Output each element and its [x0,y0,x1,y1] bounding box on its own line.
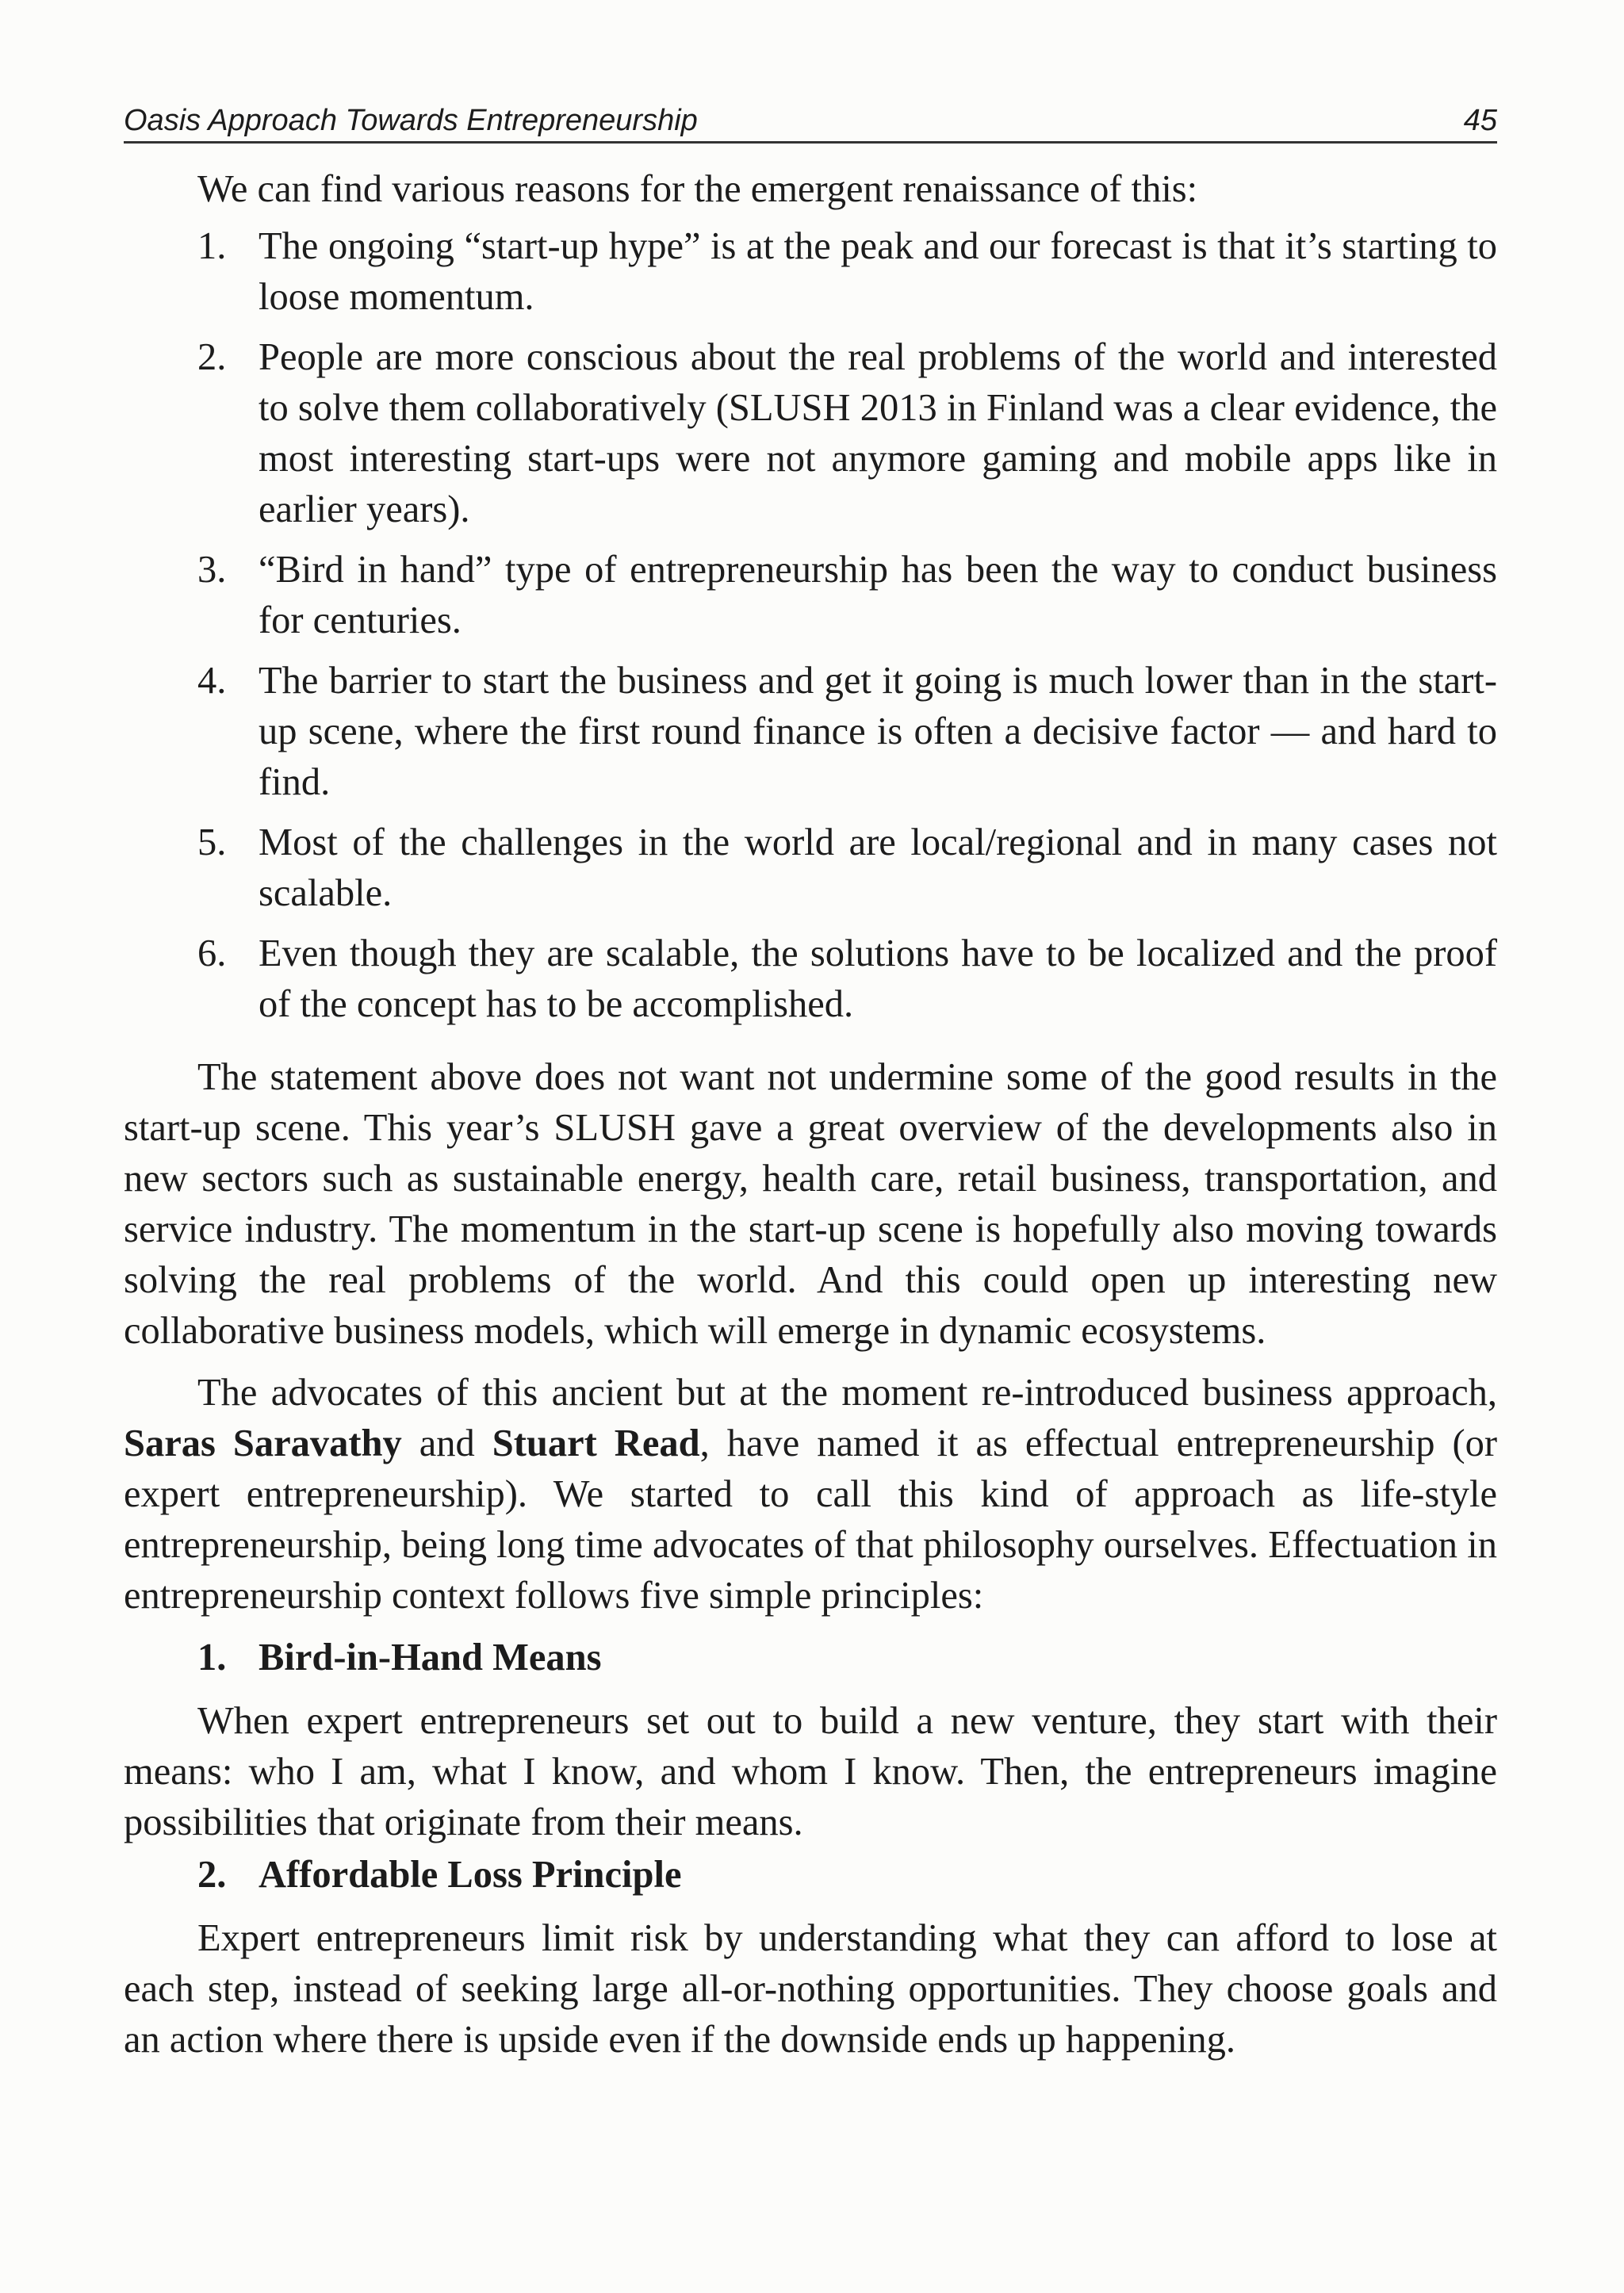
paragraph-effectuation [124,1368,1497,1621]
list-item-number: 1. [197,225,227,267]
list-item-number: 4. [197,660,227,702]
principle-heading [124,1850,1497,1901]
principle-body: When expert entrepreneurs set out to build a new venture, they start with their means: who I am, what I know, and whom I know. Then, the entrepreneurs imagine possibilities that originate from their means. [124,1700,1497,1843]
running-header [124,103,1497,144]
main-paragraphs [124,1052,1497,1621]
paragraph-startup-scene: The statement above does not want not undermine some of the good results in the start-up scene. This year’s SLUSH gave a great overview of the developments also in new sectors such as sustainable energy, health care, retail business, transportation, and service industry. The momentum in the start-up scene is hopefully also moving towards solving the real problems of the world. And this could open up interesting new collaborative business models, which will emerge in dynamic ecosystems. [124,1056,1497,1352]
paragraph-effectuation-after: , have named it as effectual entrepreneurship (or expert entrepreneurship). We started to call this kind of approach as life-style entrepreneurship, being long time advocates of that philosophy ourselves. Effectuation in entrepreneurship context follows five simple principles: [124,1422,1498,1617]
list-item [124,221,1497,323]
running-header-title: Oasis Approach Towards Entrepreneurship [124,104,698,137]
list-item-number: 2. [197,336,227,378]
body-text [124,164,1497,2065]
list-item-text: Even though they are scalable, the solutions have to be localized and the proof of the concept has to be accomplished. [259,932,1497,1025]
list-item-number: 5. [197,821,227,863]
principle-title: Bird-in-Hand Means [259,1636,602,1679]
list-item-text: Most of the challenges in the world are local/regional and in many cases not scalable. [259,821,1497,914]
page-number: 45 [1463,104,1497,137]
list-item [124,928,1497,1030]
principle-number: 2. [197,1854,227,1896]
list-item-text: The ongoing “start-up hype” is at the peak and our forecast is that it’s starting to loose momentum. [259,225,1497,318]
list-item [124,817,1497,919]
list-item [124,332,1497,535]
principle-body: Expert entrepreneurs limit risk by understanding what they can afford to lose at each step, instead of seeking large all-or-nothing opportunities. They choose goals and an action where there is upside even if the downside ends up happening. [124,1917,1497,2061]
principle-heading [124,1633,1497,1683]
intro-line: We can find various reasons for the emergent renaissance of this: [197,168,1198,210]
reasons-list [124,221,1497,1030]
principle-affordable-loss [124,1850,1497,2065]
list-item-number: 6. [197,932,227,974]
principle-bird-in-hand [124,1633,1497,1848]
paragraph-effectuation-and: and [419,1422,475,1464]
list-item [124,545,1497,646]
principle-number: 1. [197,1636,227,1679]
book-page [124,103,1497,2065]
author-name-saravathy: Saras Saravathy [124,1422,402,1464]
paragraph-effectuation-before: The advocates of this ancient but at the moment re-introduced business approach, [197,1372,1497,1414]
list-item-number: 3. [197,549,227,591]
list-item [124,656,1497,808]
list-item-text: The barrier to start the business and get it going is much lower than in the start-up scene, where the first round finance is often a decisive factor — and hard to find. [259,660,1497,803]
principle-title: Affordable Loss Principle [259,1854,682,1896]
author-name-read: Stuart Read [492,1422,700,1464]
list-item-text: People are more conscious about the real problems of the world and interested to solve them collaboratively (SLUSH 2013 in Finland was a clear evidence, the most interesting start-ups were not anymore gaming and mobile apps like in earlier years). [259,336,1497,530]
list-item-text: “Bird in hand” type of entrepreneurship has been the way to conduct business for centuries. [259,549,1497,641]
